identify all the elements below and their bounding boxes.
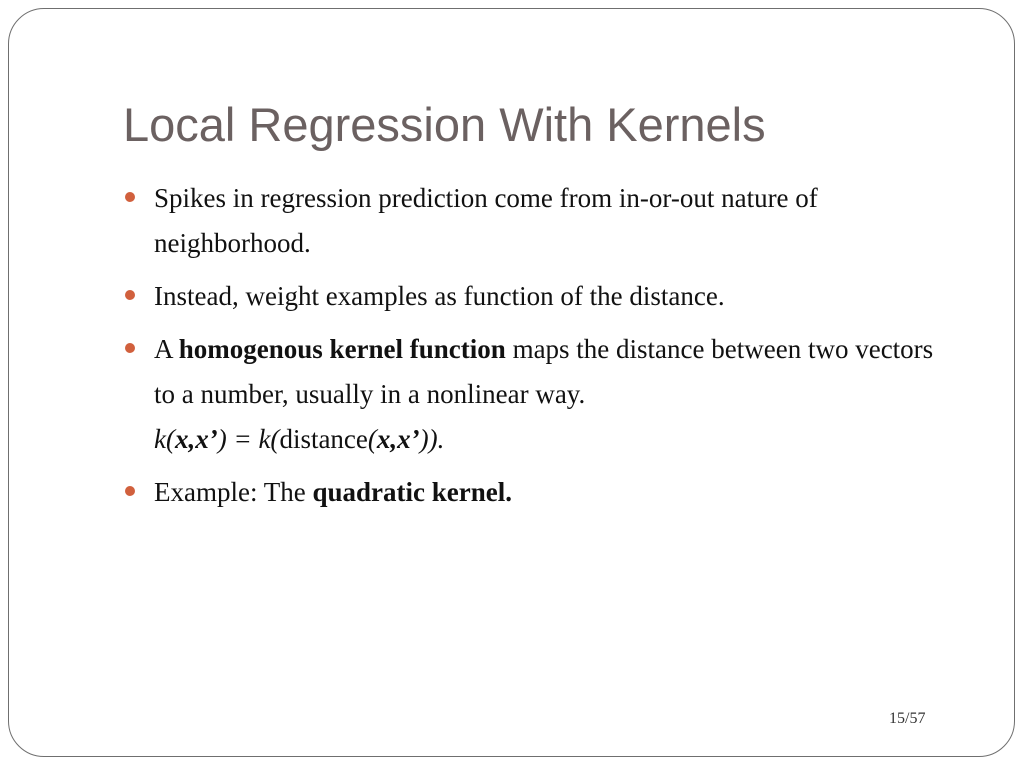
bullet-suffix: maps the distance between two vectors to a number, usually in a nonlinear way.	[154, 334, 934, 409]
bullet-item	[123, 176, 953, 266]
bullet-bold-term: homogenous kernel function	[178, 334, 506, 364]
slide-title: Local Regression With Kernels	[123, 98, 766, 151]
bullet-dot-icon	[125, 192, 135, 202]
page-number: 15/57	[889, 710, 926, 727]
bullet-dot-icon	[125, 290, 135, 300]
bullet-item	[123, 327, 953, 462]
bullet-list	[123, 176, 953, 523]
bullet-dot-icon	[125, 343, 135, 353]
bullet-dot-icon	[125, 486, 135, 496]
bullet-text: Instead, weight examples as function of the distance.	[154, 281, 725, 311]
bullet-item	[123, 470, 953, 515]
bullet-item	[123, 274, 953, 319]
slide	[8, 8, 1015, 757]
bullet-prefix: A	[154, 334, 179, 364]
kernel-formula: k(x,x’) = k(distance(x,x’)).	[154, 424, 445, 454]
bullet-prefix: Example: The	[154, 477, 313, 507]
bullet-text: Spikes in regression prediction come from in-or-out nature of neighborhood.	[154, 183, 818, 258]
bullet-bold-term: quadratic kernel.	[312, 477, 512, 507]
